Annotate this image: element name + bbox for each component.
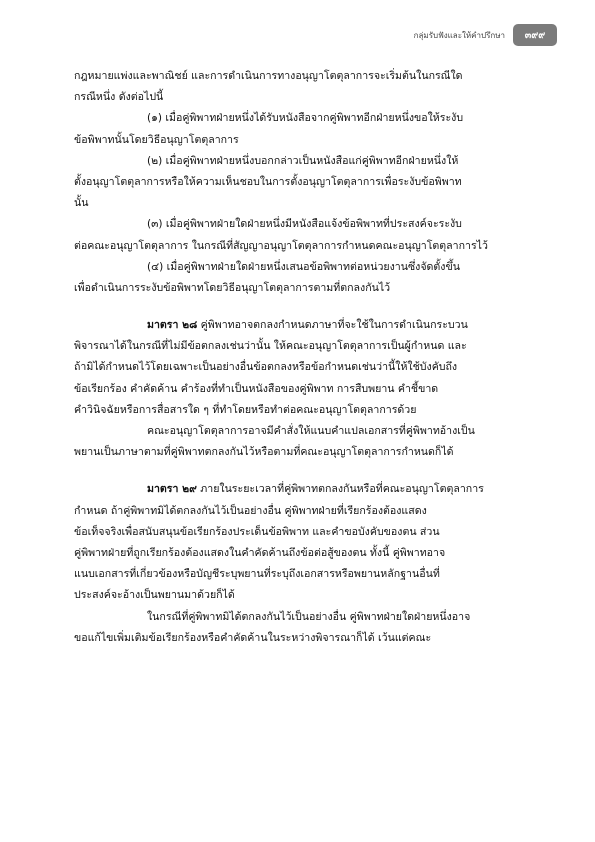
text-line: ข้อเท็จจริงเพื่อสนับสนุนข้อเรียกร้องประเด็นข้อพิพาท และคำขอบังคับของตน ส่วน (74, 525, 440, 538)
page-number-badge: ๓๙๙ (513, 24, 557, 46)
page-header (414, 24, 557, 46)
text-line: คณะอนุญาโตตุลาการอาจมีคำสั่งให้แนบคำแปลเอกสารที่คู่พิพาทอ้างเป็น (147, 425, 475, 437)
text-line: ประสงค์จะอ้างเป็นพยานมาด้วยก็ได้ (74, 589, 235, 602)
text-line: กรณีหนึ่ง ดังต่อไปนี้ (74, 91, 164, 104)
list-item-3: (๓) เมื่อคู่พิพาทฝ่ายใดฝ่ายหนึ่งมีหนังสือแจ้งข้อพิพาทที่ประสงค์จะระงับ (147, 218, 462, 231)
text-line: กำหนด ถ้าคู่พิพาทมิได้ตกลงกันไว้เป็นอย่างอื่น คู่พิพาทฝ่ายที่เรียกร้องต้องแสดง (74, 504, 427, 517)
text-line: ต่อคณะอนุญาโตตุลาการ ในกรณีที่สัญญาอนุญาโตตุลาการกำหนดคณะอนุญาโตตุลาการไว้ (74, 239, 488, 252)
section-28-heading-line (74, 315, 535, 336)
header-title: กลุ่มรับฟังและให้คำปรึกษา (413, 30, 505, 40)
section-29-heading-line (74, 479, 535, 500)
section-29-label: มาตรา ๒๙ (147, 483, 197, 496)
list-item-1: (๑) เมื่อคู่พิพาทฝ่ายหนึ่งได้รับหนังสือจากคู่พิพาทอีกฝ่ายหนึ่งขอให้ระงับ (147, 112, 464, 125)
text-line: ตั้งอนุญาโตตุลาการหรือให้ความเห็นชอบในการตั้งอนุญาโตตุลาการเพื่อระงับข้อพิพาท (74, 175, 462, 188)
text-line: พยานเป็นภาษาตามที่คู่พิพาทตกลงกันไว้หรือตามที่คณะอนุญาโตตุลาการกำหนดก็ได้ (74, 446, 454, 459)
text-line: พิจารณาได้ในกรณีที่ไม่มีข้อตกลงเช่นว่านั้น ให้คณะอนุญาโตตุลาการเป็นผู้กำหนด และ (74, 340, 467, 353)
section-28-label: มาตรา ๒๘ (147, 319, 198, 332)
text-line: ในกรณีที่คู่พิพาทมิได้ตกลงกันไว้เป็นอย่างอื่น คู่พิพาทฝ่ายใดฝ่ายหนึ่งอาจ (147, 610, 471, 623)
text-line: ถ้ามิได้กำหนดไว้โดยเฉพาะเป็นอย่างอื่นข้อตกลงหรือข้อกำหนดเช่นว่านี้ให้ใช้บังคับถึง (74, 361, 458, 374)
text-line: นั้น (74, 197, 89, 210)
text-line: ขอแก้ไขเพิ่มเติมข้อเรียกร้องหรือคำคัดค้านในระหว่างพิจารณาก็ได้ เว้นแต่คณะ (74, 631, 432, 644)
text-line: ข้อพิพาทนั้นโดยวิธีอนุญาโตตุลาการ (74, 133, 239, 146)
list-item-2: (๒) เมื่อคู่พิพาทฝ่ายหนึ่งบอกกล่าวเป็นหนังสือแก่คู่พิพาทอีกฝ่ายหนึ่งให้ (147, 154, 459, 167)
list-item-4: (๔) เมื่อคู่พิพาทฝ่ายใดฝ่ายหนึ่งเสนอข้อพิพาทต่อหน่วยงานซึ่งจัดตั้งขึ้น (147, 260, 460, 273)
document-body (74, 66, 535, 649)
text-line: คู่พิพาทฝ่ายที่ถูกเรียกร้องต้องแสดงในคำคัดค้านถึงข้อต่อสู้ของตน ทั้งนี้ คู่พิพาทอาจ (74, 546, 446, 559)
text-line: เพื่อดำเนินการระงับข้อพิพาทโดยวิธีอนุญาโตตุลาการตามที่ตกลงกันไว้ (74, 281, 391, 294)
text-line: คำวินิจฉัยหรือการสื่อสารใด ๆ ที่ทำโดยหรือทำต่อคณะอนุญาโตตุลาการด้วย (74, 403, 417, 416)
section-28-first-line: คู่พิพาทอาจตกลงกำหนดภาษาที่จะใช้ในการดำเนินกระบวน (197, 319, 468, 332)
text-line: กฎหมายแพ่งและพาณิชย์ และการดำเนินการทางอนุญาโตตุลาการจะเริ่มต้นในกรณีใด (74, 70, 463, 82)
paragraph-gap (74, 463, 535, 479)
text-line: ข้อเรียกร้อง คำคัดค้าน คำร้องที่ทำเป็นหนังสือของคู่พิพาท การสืบพยาน คำชี้ขาด (74, 382, 439, 395)
paragraph-gap (74, 299, 535, 315)
section-29-first-line: ภายในระยะเวลาที่คู่พิพาทตกลงกันหรือที่คณะอนุญาโตตุลาการ (196, 483, 484, 496)
text-line: แนบเอกสารที่เกี่ยวข้องหรือบัญชีระบุพยานที่ระบุถึงเอกสารหรือพยานหลักฐานอื่นที่ (74, 568, 440, 581)
